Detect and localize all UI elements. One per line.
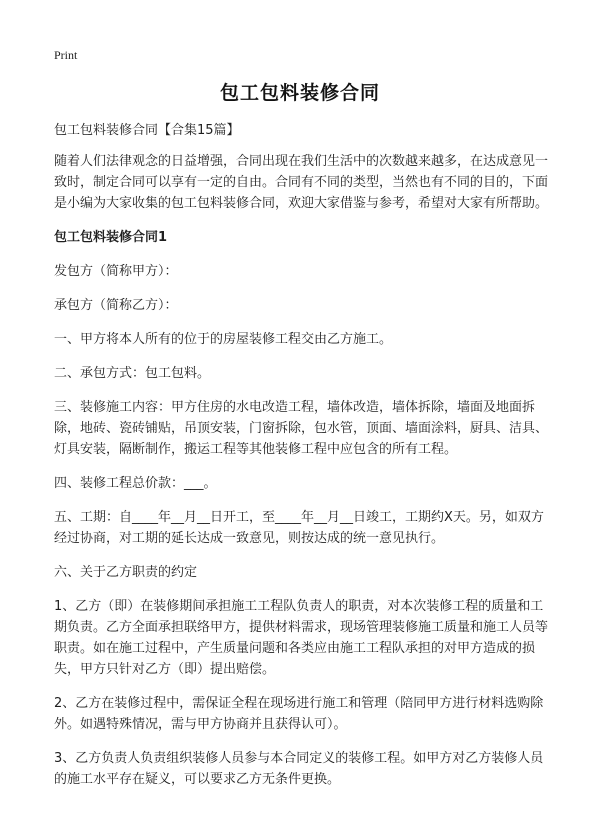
print-link[interactable]: Print [54, 48, 78, 62]
clause-2: 二、承包方式：包工包料。 [54, 366, 211, 381]
clause-1: 一、甲方将本人所有的位于的房屋装修工程交由乙方施工。 [54, 332, 393, 347]
clause-4: 四、装修工程总价款：___。 [54, 476, 217, 491]
clause-5: 五、工期：自____年__月__日开工，至____年__月__日竣工，工期约X天。另，如双方经过协商，对工期的延长达成一致意见，则按达成的统一意见执行。 [54, 510, 544, 546]
section-heading: 包工包料装修合同1 [54, 230, 168, 245]
clause-6: 六、关于乙方职责的约定 [54, 565, 198, 580]
page-title: 包工包料装修合同 [219, 82, 380, 104]
intro-paragraph: 随着人们法律观念的日益增强，合同出现在我们生活中的次数越来越多，在达成意见一致时，制定合同可以享有一定的自由。合同有不同的类型，当然也有不同的目的，下面是小编为大家收集的包工包料装修合同，欢迎大家借鉴与参考，希望对大家有所帮助。 [54, 154, 549, 211]
document-body [54, 120, 548, 803]
duty-2: 2、乙方在装修过程中，需保证全程在现场进行施工和管理（陪同甲方进行材料选购除外。如遇特殊情况，需与甲方协商并且获得认可）。 [54, 696, 544, 732]
duty-3: 3、乙方负责人负责组织装修人员参与本合同定义的装修工程。如甲方对乙方装修人员的施工水平存在疑义，可以要求乙方无条件更换。 [54, 751, 544, 787]
document-subtitle: 包工包料装修合同【合集15篇】 [54, 123, 240, 138]
party-b-line: 承包方（简称乙方）： [54, 298, 178, 313]
duty-1: 1、乙方（即）在装修期间承担施工工程队负责人的职责，对本次装修工程的质量和工期负责。乙方全面承担联络甲方，提供材料需求，现场管理装修施工质量和施工人员等职责。如在施工过程中，产生质量问题和各类应由施工工程队承担的对甲方造成的损失，甲方只针对乙方（即）提出赔偿。 [54, 599, 549, 677]
party-a-line: 发包方（简称甲方）： [54, 264, 178, 279]
clause-3: 三、装修施工内容：甲方住房的水电改造工程，墙体改造，墙体拆除，墙面及地面拆除，地砖、瓷砖铺贴，吊顶安装，门窗拆除，包水管，顶面、墙面涂料，厨具、洁具、灯具安装，隔断制作，搬运工程等其他装修工程中应包含的所有工程。 [54, 400, 549, 457]
